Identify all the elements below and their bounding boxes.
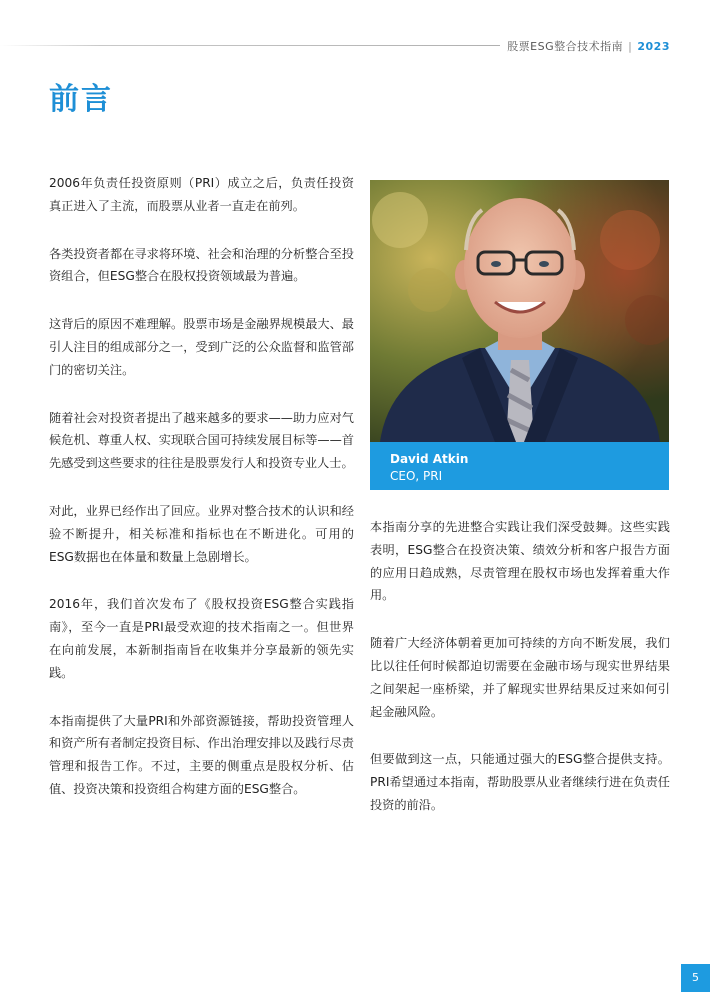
caption-role: CEO, PRI (390, 469, 443, 483)
paragraph: 2016年，我们首次发布了《股权投资ESG整合实践指南》，至今一直是PRI最受欢迎的技术指南之一。但世界在向前发展，本新制指南旨在收集并分享最新的领先实践。 (49, 597, 354, 680)
paragraph: 2006年负责任投资原则（PRI）成立之后，负责任投资真正进入了主流，而股票从业者一直走在前列。 (49, 176, 354, 213)
paragraph: 随着广大经济体朝着更加可持续的方向不断发展，我们比以往任何时候都迫切需要在金融市场与现实世界结果之间架起一座桥梁，并了解现实世界结果反过来如何引起金融风险。 (370, 636, 670, 719)
header-doc-title: 股票ESG整合技术指南 (507, 40, 624, 53)
page-title: 前言 (49, 82, 113, 117)
right-column (370, 516, 670, 842)
caption-name: David Atkin (390, 452, 469, 466)
header-separator: | (628, 40, 633, 53)
ceo-portrait-photo (370, 180, 669, 442)
running-header (507, 38, 670, 54)
photo-caption (370, 442, 669, 490)
paragraph: 对此，业界已经作出了回应。业界对整合技术的认识和经验不断提升，相关标准和指标也在不断进化。可用的ESG数据也在体量和数量上急剧增长。 (49, 503, 354, 564)
paragraph: 本指南分享的先进整合实践让我们深受鼓舞。这些实践表明，ESG整合在投资决策、绩效分析和客户报告方面的应用日趋成熟，尽责管理在股权市场也发挥着重大作用。 (370, 520, 670, 603)
page-number-badge: 5 (681, 964, 710, 992)
paragraph: 随着社会对投资者提出了越来越多的要求——助力应对气候危机、尊重人权、实现联合国可持续发展目标等——首先感受到这些要求的往往是股票发行人和投资专业人士。 (49, 410, 354, 471)
header-divider-line (0, 45, 500, 46)
paragraph: 本指南提供了大量PRI和外部资源链接，帮助投资管理人和资产所有者制定投资目标、作出治理安排以及践行尽责管理和报告工作。不过，主要的侧重点是股权分析、估值、投资决策和投资组合构建方面的ESG整合。 (49, 713, 354, 796)
header-year: 2023 (637, 40, 670, 53)
left-column (49, 172, 354, 826)
paragraph: 这背后的原因不难理解。股票市场是金融界规模最大、最引人注目的组成部分之一，受到广泛的公众监督和监管部门的密切关注。 (49, 317, 354, 377)
paragraph: 但要做到这一点，只能通过强大的ESG整合提供支持。PRI希望通过本指南，帮助股票从业者继续行进在负责任投资的前沿。 (370, 752, 670, 812)
paragraph: 各类投资者都在寻求将环境、社会和治理的分析整合至投资组合，但ESG整合在股权投资领域最为普遍。 (49, 246, 354, 284)
